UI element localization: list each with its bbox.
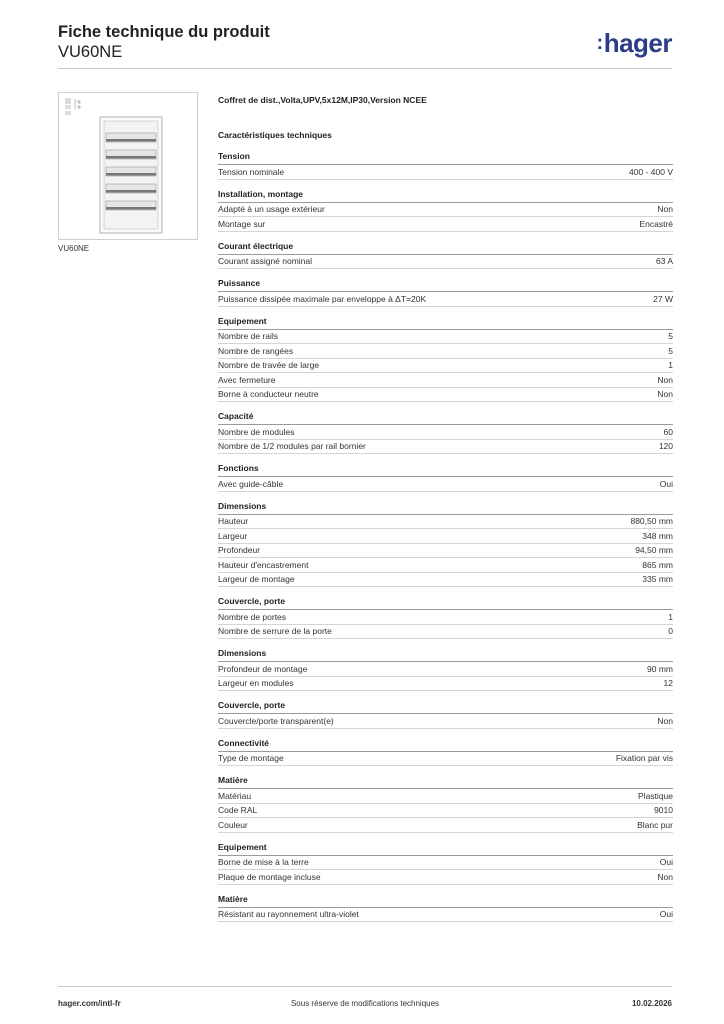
spec-label: Nombre de serrure de la porte xyxy=(218,626,332,637)
spec-value: 12 xyxy=(663,678,673,689)
spec-row xyxy=(218,292,673,307)
spec-label: Nombre de modules xyxy=(218,426,295,437)
product-image xyxy=(58,92,198,240)
spec-row xyxy=(218,217,673,232)
footer-website: hager.com/intl-fr xyxy=(58,999,121,1008)
spec-row xyxy=(218,625,673,640)
spec-value: 63 A xyxy=(655,256,673,267)
spec-row xyxy=(218,515,673,530)
spec-row xyxy=(218,573,673,588)
spec-row xyxy=(218,714,673,729)
section-title: Puissance xyxy=(218,276,673,292)
spec-value: 27 W xyxy=(653,293,673,304)
spec-row xyxy=(218,789,673,804)
product-reference: VU60NE xyxy=(58,43,123,61)
spec-value: 348 mm xyxy=(642,530,673,541)
distribution-box-illustration xyxy=(59,93,197,239)
spec-content xyxy=(218,94,673,922)
spec-label: Résistant au rayonnement ultra-violet xyxy=(218,909,359,920)
spec-value: 94,50 mm xyxy=(635,545,673,556)
spec-value: Plastique xyxy=(638,790,673,801)
spec-row xyxy=(218,544,673,559)
spec-value: 120 xyxy=(658,441,673,452)
spec-value: Fixation par vis xyxy=(615,753,673,764)
spec-value: Blanc pur xyxy=(637,819,673,830)
spec-row xyxy=(218,677,673,692)
spec-section xyxy=(218,409,673,454)
spec-value: 60 xyxy=(663,426,673,437)
spec-label: Code RAL xyxy=(218,805,258,816)
spec-section xyxy=(218,239,673,270)
spec-label: Avec fermeture xyxy=(218,374,276,385)
spec-section xyxy=(218,149,673,180)
spec-value: 9010 xyxy=(654,805,673,816)
spec-section xyxy=(218,594,673,639)
section-title: Connectivité xyxy=(218,736,673,752)
section-title: Courant électrique xyxy=(218,239,673,255)
spec-value: Oui xyxy=(659,857,673,868)
spec-value: Non xyxy=(657,871,673,882)
spec-row xyxy=(218,804,673,819)
spec-label: Courant assigné nominal xyxy=(218,256,313,267)
spec-label: Largeur xyxy=(218,530,248,541)
spec-section xyxy=(218,314,673,403)
spec-label: Montage sur xyxy=(218,218,266,229)
spec-row xyxy=(218,165,673,180)
spec-value: 400 - 400 V xyxy=(629,166,673,177)
spec-value: Non xyxy=(657,204,673,215)
spec-section xyxy=(218,187,673,232)
spec-row xyxy=(218,558,673,573)
spec-label: Puissance dissipée maximale par enveloppe à ΔT=20K xyxy=(218,293,427,304)
section-title: Dimensions xyxy=(218,499,673,515)
spec-value: 1 xyxy=(668,611,673,622)
footer-date: 10.02.2026 xyxy=(631,999,672,1008)
spec-sections xyxy=(218,149,673,922)
spec-label: Largeur de montage xyxy=(218,574,295,585)
spec-value: Oui xyxy=(659,909,673,920)
spec-label: Borne de mise à la terre xyxy=(218,857,309,868)
spec-section xyxy=(218,276,673,307)
spec-value: Non xyxy=(657,374,673,385)
spec-label: Nombre de 1/2 modules par rail bornier xyxy=(218,441,366,452)
spec-section xyxy=(218,736,673,767)
spec-label: Nombre de travée de large xyxy=(218,360,320,371)
spec-value: 1 xyxy=(668,360,673,371)
spec-label: Avec guide-câble xyxy=(218,478,284,489)
spec-row xyxy=(218,856,673,871)
spec-section xyxy=(218,499,673,588)
page-header xyxy=(58,22,672,68)
spec-section xyxy=(218,461,673,492)
spec-label: Type de montage xyxy=(218,753,284,764)
spec-label: Tension nominale xyxy=(218,166,285,177)
product-name: Coffret de dist.,Volta,UPV,5x12M,IP30,Version NCEE xyxy=(218,95,427,105)
spec-label: Nombre de portes xyxy=(218,611,287,622)
section-title: Tension xyxy=(218,149,673,165)
spec-row xyxy=(218,425,673,440)
spec-value: 880,50 mm xyxy=(630,516,673,527)
spec-label: Matériau xyxy=(218,790,252,801)
spec-label: Nombre de rangées xyxy=(218,345,294,356)
logo-text: hager xyxy=(603,28,672,58)
spec-row xyxy=(218,359,673,374)
section-title: Couvercle, porte xyxy=(218,594,673,610)
spec-label: Nombre de rails xyxy=(218,331,278,342)
tech-characteristics-heading: Caractéristiques techniques xyxy=(218,130,332,140)
spec-section xyxy=(218,698,673,729)
header-divider xyxy=(58,68,672,69)
hager-logo: :hager xyxy=(596,28,672,58)
spec-row xyxy=(218,529,673,544)
spec-label: Profondeur de montage xyxy=(218,663,308,674)
spec-row xyxy=(218,388,673,403)
spec-label: Hauteur xyxy=(218,516,249,527)
spec-label: Couleur xyxy=(218,819,248,830)
spec-value: Encastré xyxy=(639,218,673,229)
spec-section xyxy=(218,892,673,923)
spec-value: 5 xyxy=(668,345,673,356)
section-title: Capacité xyxy=(218,409,673,425)
spec-value: Non xyxy=(657,389,673,400)
spec-value: Non xyxy=(657,715,673,726)
spec-label: Largeur en modules xyxy=(218,678,294,689)
spec-row xyxy=(218,373,673,388)
spec-label: Couvercle/porte transparent(e) xyxy=(218,715,334,726)
section-title: Equipement xyxy=(218,314,673,330)
spec-row xyxy=(218,818,673,833)
section-title: Couvercle, porte xyxy=(218,698,673,714)
spec-row xyxy=(218,908,673,923)
spec-label: Hauteur d'encastrement xyxy=(218,559,309,570)
spec-row xyxy=(218,203,673,218)
spec-value: 90 mm xyxy=(647,663,673,674)
footer-disclaimer: Sous réserve de modifications techniques xyxy=(290,999,440,1008)
spec-label: Profondeur xyxy=(218,545,261,556)
spec-row xyxy=(218,662,673,677)
image-caption: VU60NE xyxy=(58,244,90,253)
spec-row xyxy=(218,440,673,455)
spec-row xyxy=(218,477,673,492)
spec-row xyxy=(218,752,673,767)
spec-section xyxy=(218,840,673,885)
spec-label: Borne à conducteur neutre xyxy=(218,389,319,400)
spec-label: Plaque de montage incluse xyxy=(218,871,321,882)
spec-row xyxy=(218,870,673,885)
spec-section xyxy=(218,773,673,833)
spec-value: 335 mm xyxy=(642,574,673,585)
section-title: Dimensions xyxy=(218,646,673,662)
spec-section xyxy=(218,646,673,691)
section-title: Matière xyxy=(218,773,673,789)
spec-row xyxy=(218,255,673,270)
spec-row xyxy=(218,610,673,625)
spec-row xyxy=(218,344,673,359)
page-title: Fiche technique du produit xyxy=(58,23,270,41)
section-title: Equipement xyxy=(218,840,673,856)
spec-value: 0 xyxy=(668,626,673,637)
spec-label: Adapté à un usage extérieur xyxy=(218,204,325,215)
spec-value: Oui xyxy=(659,478,673,489)
section-title: Installation, montage xyxy=(218,187,673,203)
section-title: Matière xyxy=(218,892,673,908)
spec-value: 5 xyxy=(668,331,673,342)
section-title: Fonctions xyxy=(218,461,673,477)
spec-row xyxy=(218,330,673,345)
page-footer xyxy=(58,986,672,1008)
spec-value: 865 mm xyxy=(642,559,673,570)
